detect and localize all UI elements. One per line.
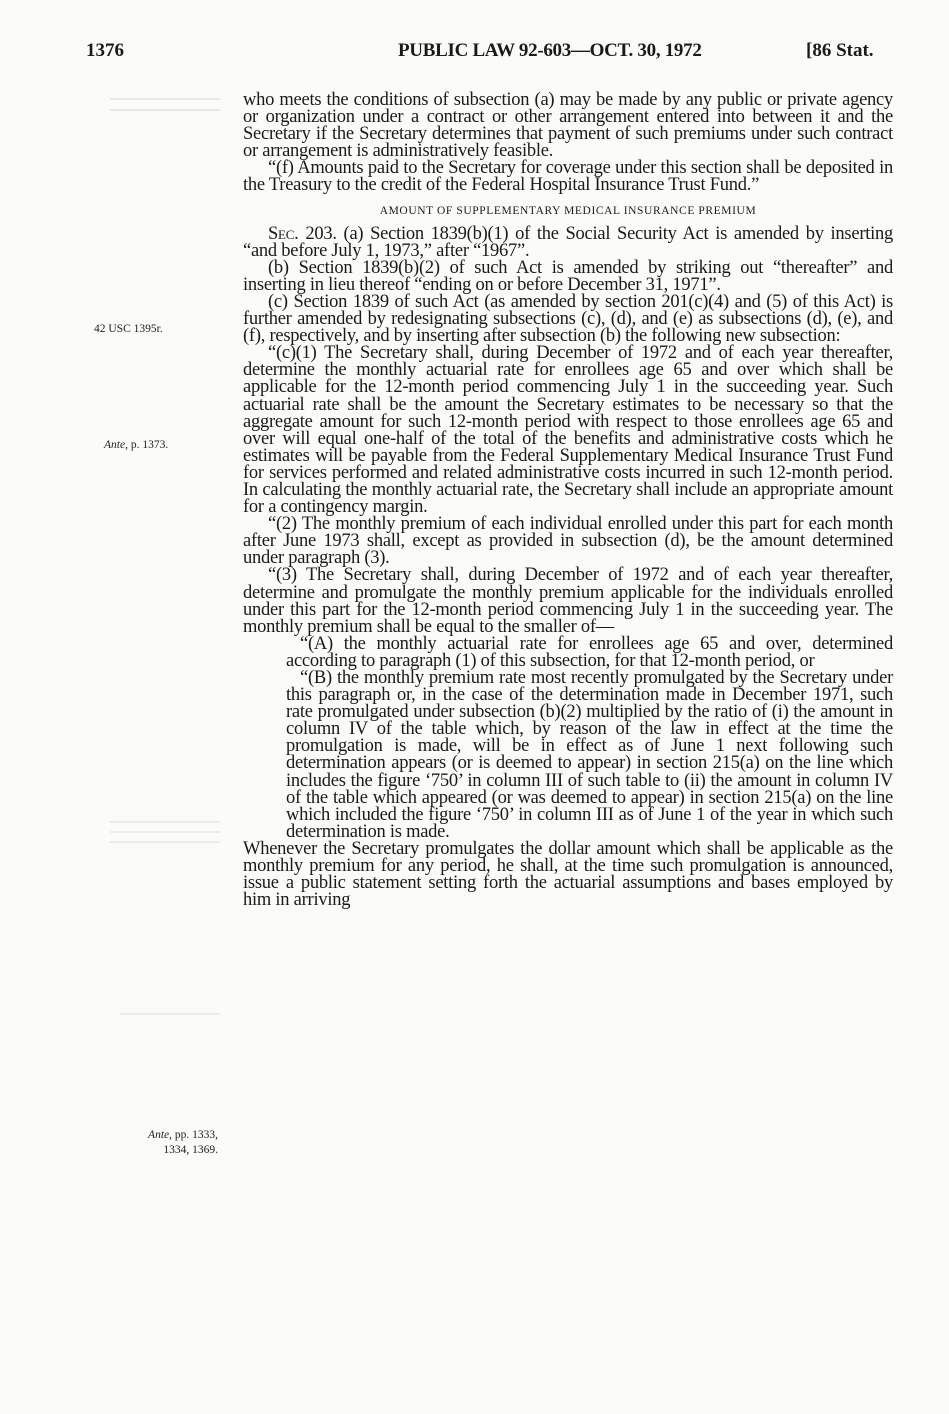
section-label: Sec. 203. xyxy=(268,223,337,244)
section-heading: AMOUNT OF SUPPLEMENTARY MEDICAL INSURANCE PREMIUM xyxy=(379,204,757,217)
usc-citation: 42 USC 1395r. xyxy=(94,323,163,335)
bleed-through-mark xyxy=(120,1010,220,1020)
body-text xyxy=(243,92,893,909)
statute-citation: [86 Stat. xyxy=(806,40,874,61)
subparagraph: “(B) the monthly premium rate most recently promulgated by the Secretary under this paragraph or, in the case of the determination made in December 1971, such rate promulgated under subsection (b)(2) multiplied by the ratio of (i) the amount in column IV of the table which, by reason of the law in effect at the time the promulgation is made, will be in effect as of June 1 next following such determination appears (or is deemed to appear) in section 215(a) on the line which includes the figure ‘750’ in column III of such table to (ii) the amount in column IV of the table which appeared (or was deemed to appear) in section 215(a) on the line which included the figure ‘750’ in column III as of June 1 of the year in which such determination is made. xyxy=(286,668,893,842)
paragraph xyxy=(243,223,894,261)
margin-note-usc xyxy=(94,322,163,337)
paragraph: “(f) Amounts paid to the Secretary for coverage under this section shall be deposited in the Treasury to the credit of the Federal Hospital Insurance Trust Fund.” xyxy=(243,158,893,196)
ante-pages-continued: 1334, 1369. xyxy=(163,1144,218,1156)
ante-label: Ante, xyxy=(148,1129,172,1141)
paragraph: who meets the conditions of subsection (a) may be made by any public or private agency or organization under a contract or other arrangement entered into between it and the Secretary if the Secretary determines that payment of such premiums under such contract or arrangement is administratively feasible. xyxy=(243,90,893,162)
subparagraph: “(A) the monthly actuarial rate for enrollees age 65 and over, determined according to paragraph (1) of this subsection, for that 12-month period, or xyxy=(286,633,893,671)
bleed-through-mark xyxy=(110,95,220,117)
page-number: 1376 xyxy=(86,40,124,61)
margin-note-ante-1373 xyxy=(104,438,168,453)
paragraph: Whenever the Secretary promulgates the dollar amount which shall be applicable as the monthly premium for any period, he shall, at the time such promulgation is announced, issue a public statement setting forth the actuarial assumptions and bases employed by him in arriving xyxy=(243,838,893,911)
bleed-through-mark xyxy=(110,818,220,850)
paragraph: “(c)(1) The Secretary shall, during December of 1972 and of each year thereafter, determine the monthly actuarial rate for enrollees age 65 and over which shall be applicable for the 12-month period commencing July 1 in the succeeding year. Such actuarial rate shall be the amount the Secretary estimates to be necessary so that the aggregate amount for such 12-month period with respect to those enrollees age 65 and over will equal one-half of the total of the benefits and administrative costs which he estimates will be payable from the Federal Supplementary Medical Insurance Trust Fund for services performed and related administrative costs incurred in such 12-month period. In calculating the monthly actuarial rate, the Secretary shall include an appropriate amount for a contingency margin. xyxy=(243,343,893,518)
ante-label: Ante, xyxy=(104,439,128,451)
margin-note-ante-1333 xyxy=(106,1128,218,1158)
paragraph-text: (a) Section 1839(b)(1) of the Social Security Act is amended by inserting “and before July 1, 1973,” after “1967”. xyxy=(243,223,894,261)
paragraph: (b) Section 1839(b)(2) of such Act is amended by striking out “thereafter” and inserting in lieu thereof “ending on or before December 31, 1971”. xyxy=(243,257,893,295)
ante-page: p. 1373. xyxy=(130,439,169,451)
page-header xyxy=(0,40,949,70)
paragraph: “(2) The monthly premium of each individual enrolled under this part for each month after June 1973 shall, except as provided in subsection (d), be the amount determined under paragraph (3). xyxy=(243,514,893,569)
ante-pages: pp. 1333, xyxy=(174,1129,218,1141)
paragraph: “(3) The Secretary shall, during December of 1972 and of each year thereafter, determine and promulgate the monthly premium applicable for the individuals enrolled under this part for the 12-month period commencing July 1 in the succeeding year. The monthly premium shall be equal to the smaller of— xyxy=(243,565,893,637)
running-head: PUBLIC LAW 92-603—OCT. 30, 1972 xyxy=(398,40,702,61)
paragraph: (c) Section 1839 of such Act (as amended by section 201(c)(4) and (5) of this Act) is further amended by redesignating subsections (c), (d), and (e) as subsections (d), (e), and (f), respectively, and by inserting after subsection (b) the following new subsection: xyxy=(243,291,893,347)
